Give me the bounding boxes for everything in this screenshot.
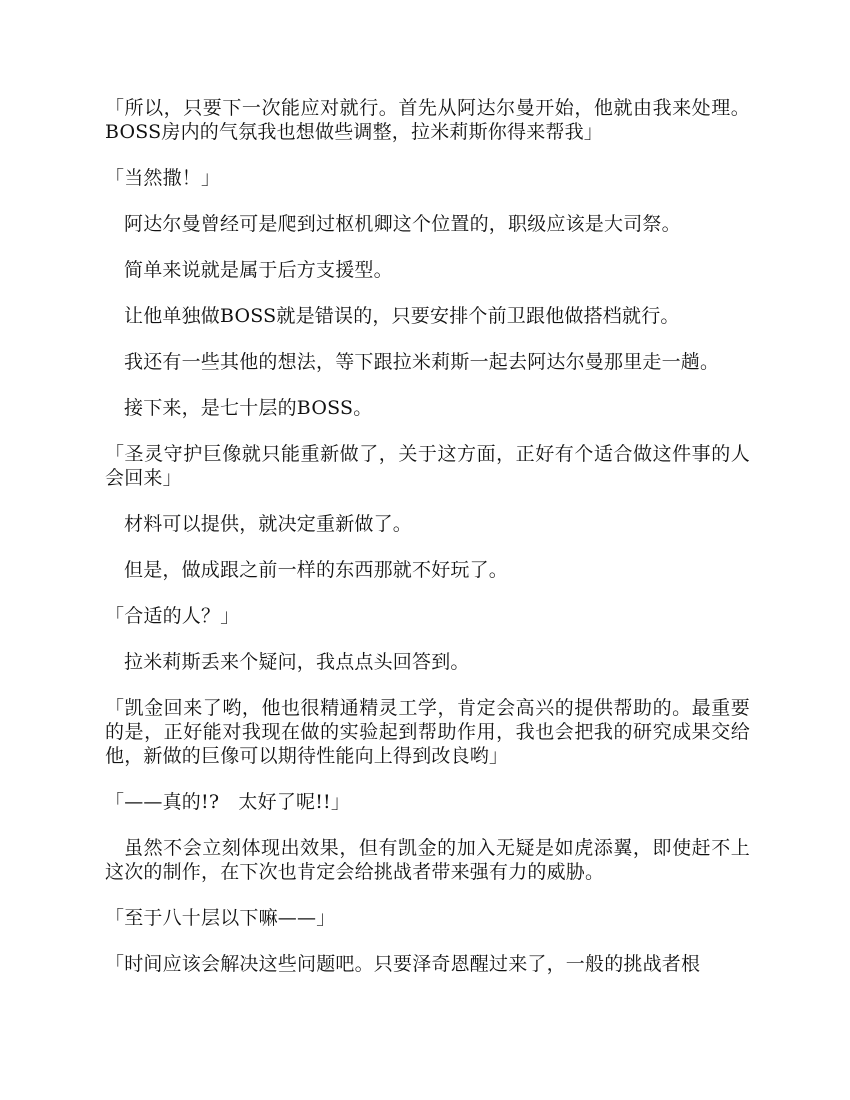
paragraph-5: 让他单独做BOSS就是错误的，只要安排个前卫跟他做搭档就行。: [124, 305, 680, 327]
paragraph-9: 材料可以提供，就决定重新做了。: [124, 513, 413, 535]
paragraph-14: 「——真的!? 太好了呢!!」: [105, 791, 351, 813]
paragraph-11: 「合适的人？」: [105, 605, 240, 627]
paragraph-13: 「凯金回来了哟，他也很精通精灵工学，肯定会高兴的提供帮助的。最重要的是，正好能对我现在做的实验起到帮助作用，我也会把我的研究成果交给他，新做的巨像可以期待性能向上得到改良哟」: [105, 697, 750, 767]
paragraph-10: 但是，做成跟之前一样的东西那就不好玩了。: [124, 559, 509, 581]
paragraph-3: 阿达尔曼曾经可是爬到过枢机卿这个位置的，职级应该是大司祭。: [124, 213, 681, 235]
paragraph-2: 「当然撒！」: [105, 167, 221, 189]
paragraph-15: 虽然不会立刻体现出效果，但有凯金的加入无疑是如虎添翼，即使赶不上这次的制作，在下次也肯定会给挑战者带来强有力的威胁。: [105, 837, 750, 883]
paragraph-17: 「时间应该会解决这些问题吧。只要泽奇恩醒过来了，一般的挑战者根: [105, 953, 701, 975]
document-page: [105, 96, 750, 998]
paragraph-4: 简单来说就是属于后方支援型。: [124, 259, 393, 281]
paragraph-1: 「所以，只要下一次能应对就行。首先从阿达尔曼开始，他就由我来处理。BOSS房内的气氛我也想做些调整，拉米莉斯你得来帮我」: [105, 97, 750, 143]
paragraph-8: 「圣灵守护巨像就只能重新做了，关于这方面，正好有个适合做这件事的人会回来」: [105, 443, 750, 489]
paragraph-12: 拉米莉斯丢来个疑问，我点点头回答到。: [124, 651, 470, 673]
paragraph-6: 我还有一些其他的想法，等下跟拉米莉斯一起去阿达尔曼那里走一趟。: [124, 351, 720, 373]
paragraph-7: 接下来，是七十层的BOSS。: [124, 397, 373, 419]
paragraph-16: 「至于八十层以下嘛——」: [105, 907, 336, 929]
